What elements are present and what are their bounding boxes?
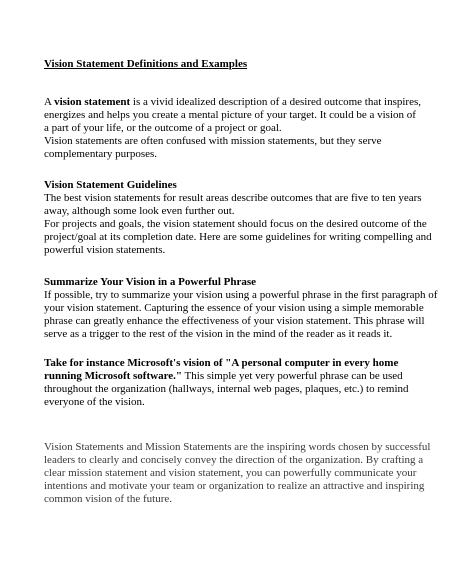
- example-line-2: [44, 370, 464, 383]
- summarize-line-4: serve as a trigger to the rest of the vision in the mind of the reader as it reads it.: [44, 328, 393, 341]
- closing-line-1: Vision Statements and Mission Statements are the inspiring words chosen by successful: [44, 441, 431, 453]
- example-line-4: everyone of the vision.: [44, 396, 145, 409]
- example-line-2-bold: running Microsoft software.": [44, 370, 182, 383]
- summarize-line-3: phrase can greatly enhance the effectiveness of your vision statement. This phrase will: [44, 315, 425, 328]
- guidelines-line-2: away, although some look even further out.: [44, 205, 235, 218]
- closing-line-2: leaders to clearly and concisely convey the direction of the organization. By crafting a: [44, 454, 424, 467]
- intro-line-5: complementary purposes.: [44, 148, 158, 161]
- intro-line-4: Vision statements are often confused with mission statements, but they serve: [44, 135, 382, 148]
- intro-line-3: a part of your life, or the outcome of a project or goal.: [44, 122, 282, 135]
- intro-line-1-pre: A: [44, 96, 55, 108]
- guidelines-line-5: powerful vision statements.: [44, 244, 166, 257]
- intro-paragraph: [44, 96, 464, 161]
- summarize-line-1: If possible, try to summarize your vision using a powerful phrase in the first paragraph of: [44, 289, 438, 302]
- summarize-section: [44, 276, 464, 341]
- example-line-1: Take for instance Microsoft's vision of "A personal computer in every home: [44, 357, 399, 369]
- guidelines-line-4: project/goal at its completion date. Here are some guidelines for writing compelling and: [44, 231, 432, 244]
- example-line-3: throughout the organization (hallways, internal web pages, plaques, etc.) to remind: [44, 383, 409, 396]
- intro-line-1: [44, 96, 464, 109]
- closing-line-4: intentions and motivate your team or organization to realize an attractive and inspiring: [44, 480, 425, 493]
- guidelines-line-3: For projects and goals, the vision statement should focus on the desired outcome of the: [44, 218, 427, 231]
- intro-line-2: energizes and helps you create a mental picture of your target. It could be a vision of: [44, 109, 416, 122]
- closing-line-5: common vision of the future.: [44, 493, 173, 506]
- guidelines-heading: Vision Statement Guidelines: [44, 179, 177, 191]
- intro-line-1-post: is a vivid idealized description of a desired outcome that inspires,: [130, 96, 421, 108]
- summarize-line-2: your vision statement. Capturing the essence of your vision using a simple memorable: [44, 302, 424, 315]
- example-paragraph: [44, 357, 464, 409]
- summarize-heading: Summarize Your Vision in a Powerful Phrase: [44, 276, 257, 288]
- document-title: Vision Statement Definitions and Examples: [44, 58, 248, 70]
- example-line-2-post: This simple yet very powerful phrase can be used: [182, 370, 403, 383]
- closing-paragraph: [44, 441, 464, 506]
- intro-term-bold: vision statement: [54, 96, 131, 108]
- guidelines-section: [44, 179, 464, 258]
- closing-line-3: clear mission statement and vision statement, you can powerfully communicate your: [44, 467, 417, 480]
- guidelines-line-1: The best vision statements for result areas describe outcomes that are five to ten years: [44, 192, 422, 205]
